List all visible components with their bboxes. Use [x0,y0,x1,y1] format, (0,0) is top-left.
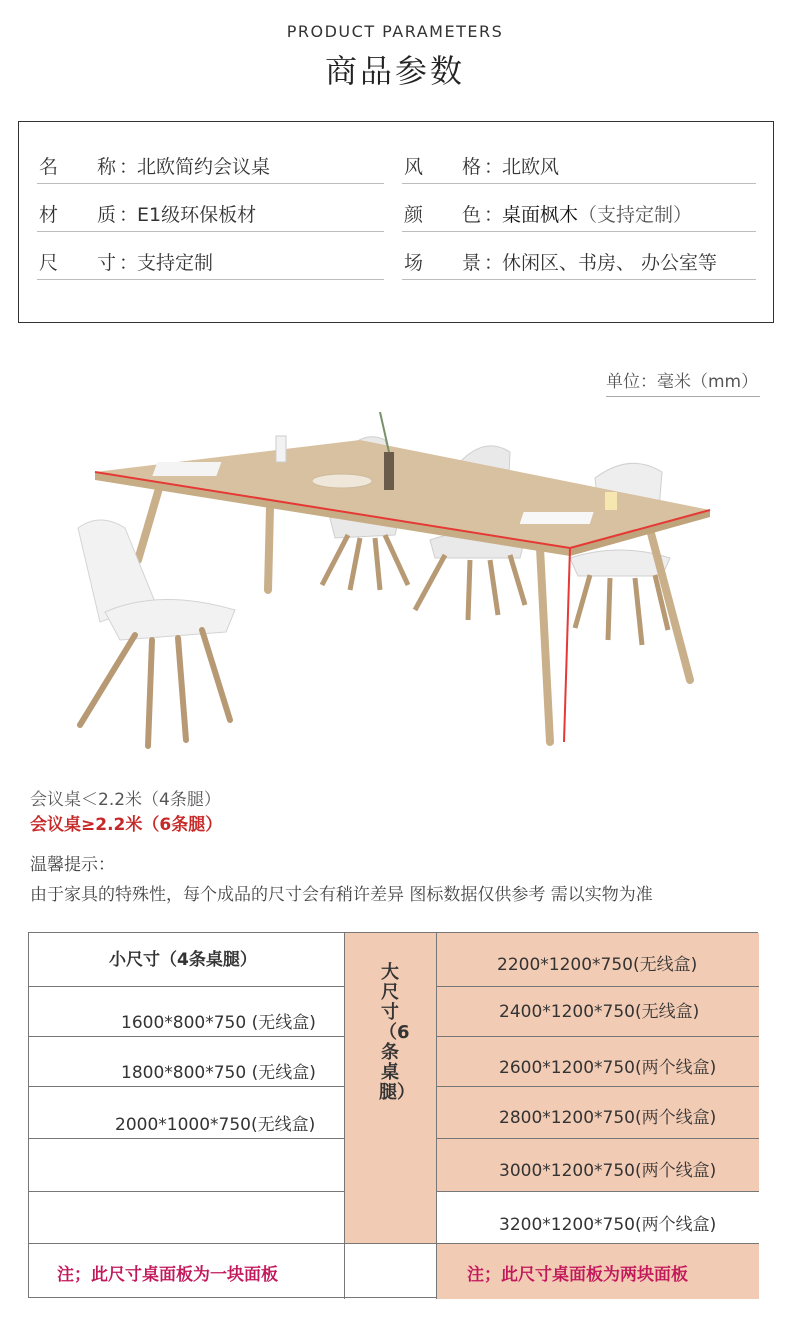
magazine-left [152,462,221,476]
table-row [437,1192,759,1244]
table-row [437,1087,759,1139]
param-style [402,148,756,184]
table-row-empty [29,1192,345,1244]
table-row [29,1087,345,1139]
param-color [402,196,756,232]
param-value: 北欧简约会议桌 [137,156,271,178]
unit-label: 单位：毫米（mm） [606,367,760,397]
param-label-1: 场 [404,252,424,274]
large-size-cell: 3200*1200*750(两个线盒) [499,1215,717,1235]
param-material [37,196,384,232]
param-value: E1级环保板材 [137,204,257,226]
param-value [502,200,692,227]
table-row-empty [29,1139,345,1192]
small-size-note-row [29,1244,345,1299]
small-size-header-text: 小尺寸（4条桌腿） [109,950,257,970]
small-size-cell: 2000*1000*750(无线盒) [115,1115,316,1135]
table-row [437,933,759,987]
small-cup [605,492,617,510]
cup [276,436,286,462]
large-size-note-row [437,1244,759,1299]
large-size-header [345,933,437,1244]
param-scene [402,244,756,280]
tip-body: 由于家具的特殊性，每个成品的尺寸会有稍许差异 图标数据仅供参考 需以实物为准 [30,885,653,905]
param-colon: ： [119,156,139,178]
large-size-cell: 2800*1200*750(两个线盒) [499,1108,717,1128]
param-colon: ： [119,204,139,226]
table-leg [540,548,550,742]
param-label-2: 寸 [97,252,117,274]
param-label-1: 名 [39,156,59,178]
param-value-sub: （支持定制） [578,204,693,226]
parameter-box [18,121,774,323]
large-size-cell: 3000*1200*750(两个线盒) [499,1161,717,1181]
conference-table-illustration [30,400,750,760]
param-label-2: 色 [462,204,482,226]
param-label-1: 材 [39,204,59,226]
param-colon: ： [484,156,504,178]
large-size-header-text: 大尺寸（6条桌腿） [379,962,415,1103]
small-size-cell: 1600*800*750 (无线盒) [121,1013,316,1033]
tip-title: 温馨提示： [30,855,115,875]
note-large-table: 会议桌≥2.2米（6条腿） [30,815,223,835]
note-small-table: 会议桌＜2.2米（4条腿） [30,790,221,810]
table-row [29,987,345,1037]
front-chair [78,520,235,640]
param-colon: ： [484,252,504,274]
small-size-cell: 1800*800*750 (无线盒) [121,1063,316,1083]
param-value: 休闲区、书房、 办公室等 [502,252,718,274]
large-size-note: 注；此尺寸桌面板为两块面板 [467,1265,688,1285]
table-leg [138,485,160,560]
param-label-2: 格 [462,156,482,178]
small-size-header [29,933,345,987]
small-size-note: 注；此尺寸桌面板为一块面板 [57,1265,278,1285]
param-colon: ： [119,252,139,274]
magazine-right [520,512,594,524]
param-name [37,148,384,184]
table-row [437,987,759,1037]
large-size-cell: 2200*1200*750(无线盒) [497,955,698,975]
param-label-2: 称 [97,156,117,178]
vase [384,452,394,490]
header-english: PRODUCT PARAMETERS [286,22,504,41]
fruit-plate [312,474,372,488]
param-label-1: 颜 [404,204,424,226]
param-value-main: 桌面枫木 [502,204,579,226]
param-label-1: 尺 [39,252,59,274]
table-row [437,1037,759,1087]
table-row [437,1139,759,1192]
mid-note-spacer [345,1244,437,1299]
table-leg [268,508,270,590]
param-label-1: 风 [404,156,424,178]
param-colon: ： [484,204,504,226]
large-size-cell: 2600*1200*750(两个线盒) [499,1058,717,1078]
param-size [37,244,384,280]
header-chinese: 商品参数 [324,52,465,90]
table-row [29,1037,345,1087]
param-value: 支持定制 [137,252,214,274]
size-table [28,932,758,1298]
large-size-cell: 2400*1200*750(无线盒) [499,1002,700,1022]
table-leg [648,522,690,680]
param-value: 北欧风 [502,156,560,178]
param-label-2: 质 [97,204,117,226]
param-label-2: 景 [462,252,482,274]
